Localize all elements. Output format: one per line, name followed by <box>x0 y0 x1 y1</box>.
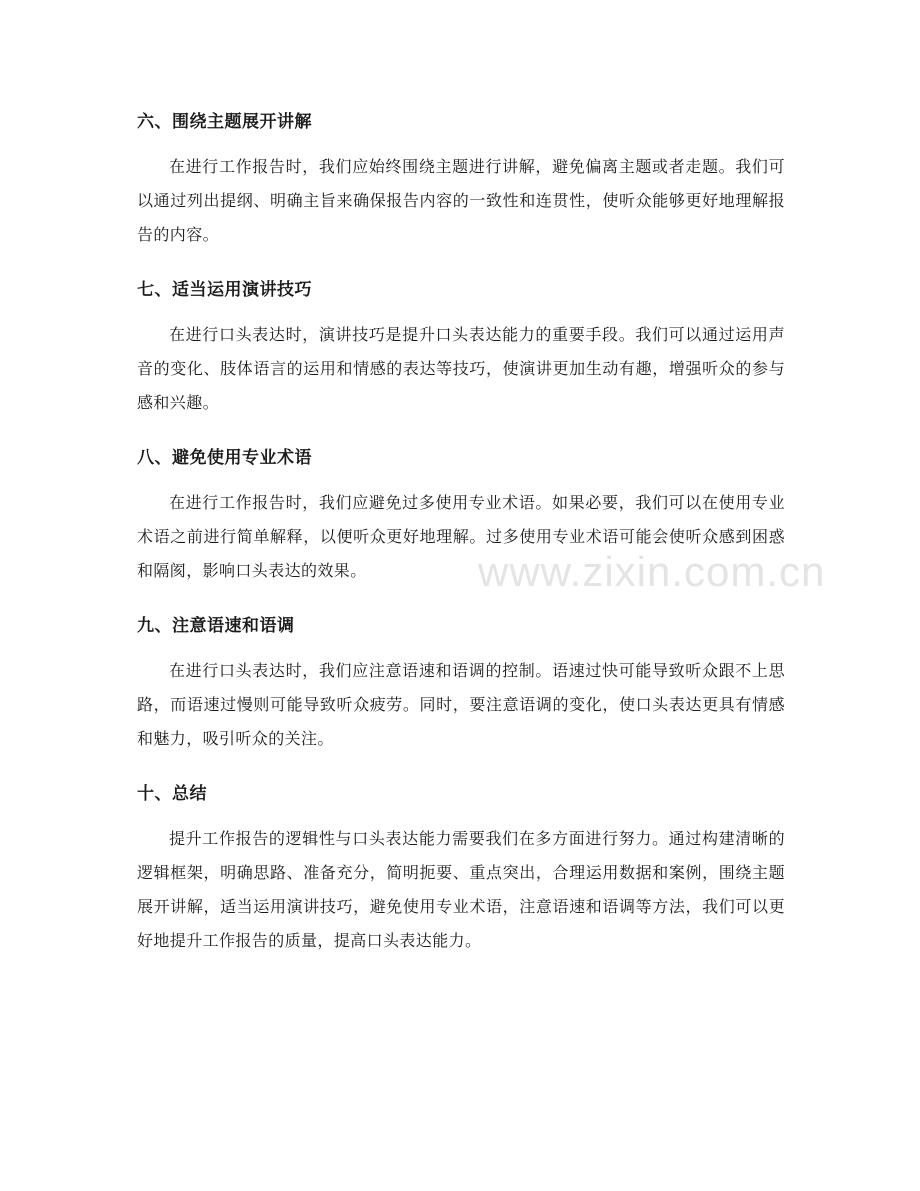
section-title-10: 十、总结 <box>137 784 207 804</box>
section-title-6: 六、围绕主题展开讲解 <box>137 112 312 132</box>
watermark: www.zixin.com.cn <box>478 548 826 595</box>
document-content <box>137 104 785 978</box>
section-title-8: 八、避免使用专业术语 <box>137 448 312 468</box>
section-body-9: 在进行口头表达时，我们应注意语速和语调的控制。语速过快可能导致听众跟不上思路，而语速过慢则可能导致听众疲劳。同时，要注意语调的变化，使口头表达更具有情感和魅力，吸引听众的关注。 <box>137 661 785 748</box>
section-body-6: 在进行工作报告时，我们应始终围绕主题进行讲解，避免偏离主题或者走题。我们可以通过列出提纲、明确主旨来确保报告内容的一致性和连贯性，使听众能够更好地理解报告的内容。 <box>137 157 785 244</box>
section-body-8: 在进行工作报告时，我们应避免过多使用专业术语。如果必要，我们可以在使用专业术语之前进行简单解释，以便听众更好地理解。过多使用专业术语可能会使听众感到困惑和隔阂，影响口头表达的效果。 <box>137 493 785 580</box>
section-body-7: 在进行口头表达时，演讲技巧是提升口头表达能力的重要手段。我们可以通过运用声音的变化、肢体语言的运用和情感的表达等技巧，使演讲更加生动有趣，增强听众的参与感和兴趣。 <box>137 325 785 412</box>
section-title-9: 九、注意语速和语调 <box>137 616 295 636</box>
section-body-10: 提升工作报告的逻辑性与口头表达能力需要我们在多方面进行努力。通过构建清晰的逻辑框架，明确思路、准备充分，简明扼要、重点突出，合理运用数据和案例，围绕主题展开讲解，适当运用演讲技巧，避免使用专业术语，注意语速和语调等方法，我们可以更好地提升工作报告的质量，提高口头表达能力。 <box>137 829 785 950</box>
section-title-7: 七、适当运用演讲技巧 <box>137 280 312 300</box>
